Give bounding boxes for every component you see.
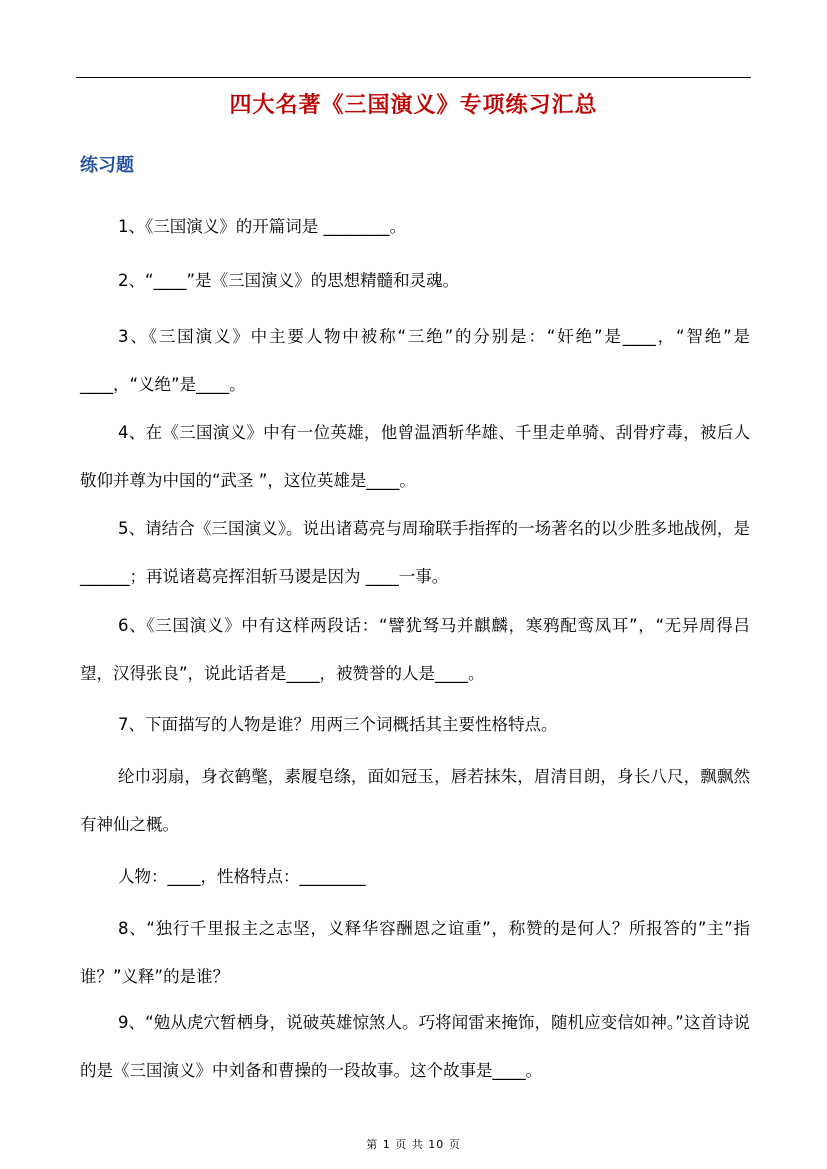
question-7: 7、下面描写的人物是谁？用两三个词概括其主要性格特点。 xyxy=(118,715,558,734)
page-footer: 第 1 页 共 10 页 xyxy=(366,1138,461,1151)
section-heading: 练习题 xyxy=(80,155,134,176)
document-title: 四大名著《三国演义》专项练习汇总 xyxy=(229,92,598,118)
question-4: 4、在《三国演义》中有一位英雄，他曾温酒斩华雄、千里走单骑、刮骨疗毒，被后人敬仰并尊为中国的“武圣 ”，这位英雄是____。 xyxy=(80,423,750,490)
question-7-description: 纶巾羽扇，身衣鹤氅，素履皂绦，面如冠玉，唇若抹朱，眉清目朗，身长八尺，飘飘然有神仙之概。 xyxy=(80,767,750,834)
question-2: 2、“____”是《三国演义》的思想精髓和灵魂。 xyxy=(118,271,460,290)
header-rule xyxy=(76,77,751,78)
question-8: 8、“独行千里报主之志坚，义释华容酬恩之谊重”，称赞的是何人？所报答的”主”指谁？”义释”的是谁？ xyxy=(80,919,750,986)
question-9: 9、“勉从虎穴暂栖身，说破英雄惊煞人。巧将闻雷来掩饰，随机应变信如神。”这首诗说的是《三国演义》中刘备和曹操的一段故事。这个故事是____。 xyxy=(80,1013,750,1080)
question-7-answer-line: 人物：____，性格特点：________ xyxy=(118,867,366,886)
question-5: 5、请结合《三国演义》。说出诸葛亮与周瑜联手指挥的一场著名的以少胜多地战例，是______；再说诸葛亮挥泪斩马谡是因为 ____一事。 xyxy=(80,519,750,586)
question-1: 1、《三国演义》的开篇词是 ________。 xyxy=(118,217,406,236)
question-3: 3、《三国演义》中主要人物中被称“三绝”的分别是：“奸绝”是____，“智绝”是____，“义绝”是____。 xyxy=(80,327,750,394)
question-6: 6、《三国演义》中有这样两段话：“譬犹驽马并麒麟，寒鸦配鸾凤耳”，“无异周得吕望，汉得张良”，说此话者是____，被赞誉的人是____。 xyxy=(80,616,750,683)
